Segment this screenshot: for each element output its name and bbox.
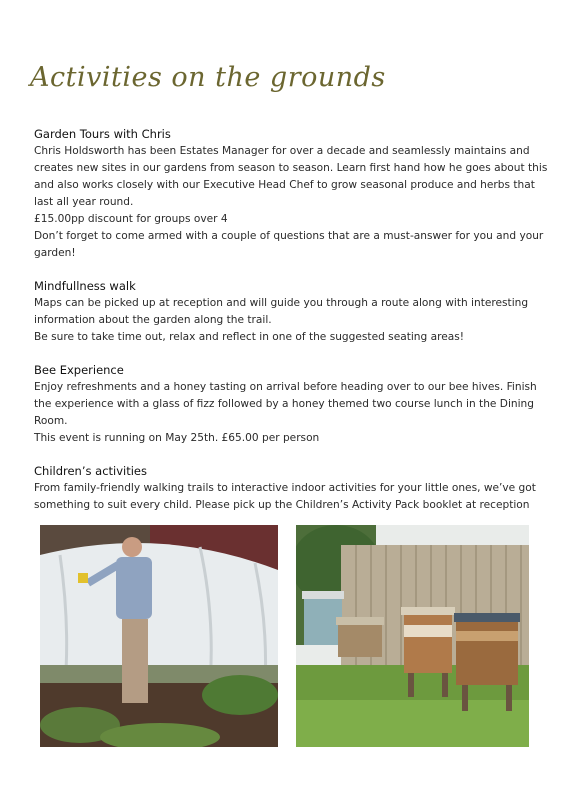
section-title: Children’s activities	[34, 464, 147, 478]
section-garden-tours	[34, 126, 550, 262]
section-paragraph: From family-friendly walking trails to interactive indoor activities for your little ones, we’ve got something to suit every child. Please pick up the Children’s Activity Pack booklet at reception	[34, 482, 536, 511]
section-title: Bee Experience	[34, 363, 124, 377]
section-paragraph: £15.00pp discount for groups over 4	[34, 213, 228, 225]
section-childrens-activities	[34, 463, 550, 514]
activities-list	[34, 126, 550, 530]
section-paragraph: Enjoy refreshments and a honey tasting on arrival before heading over to our bee hives. Finish the experience with a glass of fizz followed by a honey themed two course lunch in the Dining Room.	[34, 381, 537, 427]
section-paragraph: Maps can be picked up at reception and will guide you through a route along with interesting information about the garden along the trail.	[34, 297, 529, 326]
section-title: Garden Tours with Chris	[34, 127, 171, 141]
section-bee-experience	[34, 362, 550, 447]
section-paragraph: Don’t forget to come armed with a couple of questions that are a must-answer for you and your garden!	[34, 230, 544, 259]
section-paragraph: Chris Holdsworth has been Estates Manager for over a decade and seamlessly maintains and creates new sites in our gardens from season to season. Learn first hand how he goes about this and also works closely with our Executive Head Chef to grow seasonal produce and herbs that last all year round.	[34, 145, 548, 208]
section-title: Mindfullness walk	[34, 279, 136, 293]
bee-hives-photo	[296, 525, 529, 747]
section-paragraph: This event is running on May 25th. £65.00 per person	[34, 432, 320, 444]
section-paragraph: Be sure to take time out, relax and reflect in one of the suggested seating areas!	[34, 331, 464, 343]
garden-tour-photo	[40, 525, 278, 747]
section-mindfulness-walk	[34, 278, 550, 346]
page-heading: Activities on the grounds	[30, 62, 386, 93]
